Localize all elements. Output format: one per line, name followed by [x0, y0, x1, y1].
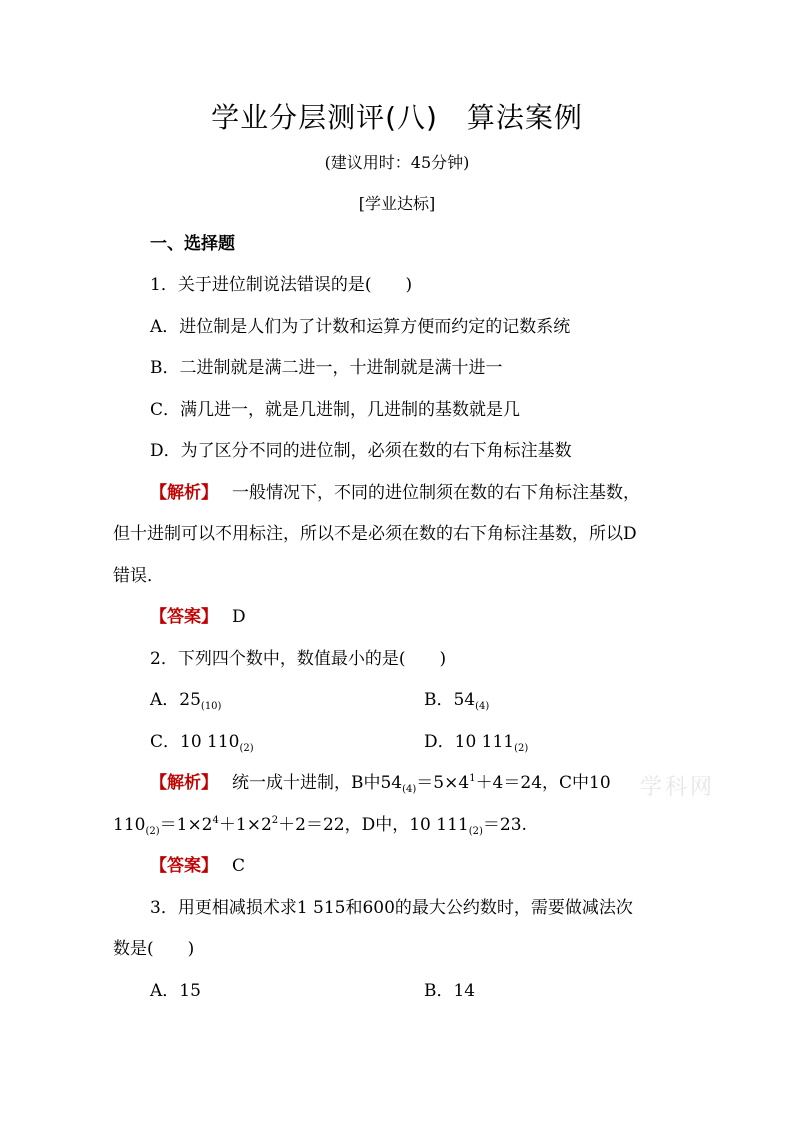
- q3-option-b: B．14: [424, 981, 476, 1001]
- q2-analysis-sup: 2: [271, 815, 279, 826]
- q2-stem: 2．下列四个数中，数值最小的是( ): [150, 649, 447, 669]
- q2-analysis-sup: 1: [469, 773, 476, 784]
- q2-analysis-sup: 4: [212, 815, 219, 826]
- q3-stem-line-2: 数是( ): [113, 939, 195, 959]
- q2-analysis-text: 110: [113, 815, 146, 835]
- q2-option-b-text: B．54: [424, 690, 476, 710]
- q1-analysis-line-1: [150, 482, 640, 504]
- q3-option-a: A．15: [150, 981, 201, 1001]
- q1-option-d: D．为了区分不同的进位制，必须在数的右下角标注基数: [150, 441, 572, 461]
- q2-analysis-sub: (2): [145, 826, 160, 837]
- q2-analysis-line-1: [150, 772, 611, 794]
- q2-analysis-sub: (4): [402, 784, 417, 795]
- q2-option-d-base: (2): [514, 743, 529, 754]
- level-heading: [学业达标]: [358, 194, 436, 213]
- q1-analysis-line-2: 但十进制可以不用标注，所以不是必须在数的右下角标注基数，所以D: [113, 524, 637, 544]
- analysis-label: 【解析】: [150, 483, 218, 503]
- q2-analysis-text: ＝5×4: [416, 773, 470, 793]
- answer-label: 【答案】: [150, 607, 218, 627]
- watermark: 学科网: [640, 775, 716, 800]
- q2-analysis-text: ＝23.: [482, 815, 527, 835]
- q2-option-a-base: (10): [200, 701, 222, 712]
- q2-option-b: [424, 689, 489, 711]
- q1-analysis-line-3: 错误．: [113, 566, 164, 586]
- q2-option-d: [424, 731, 528, 753]
- q2-option-d-text: D．10 111: [424, 732, 515, 752]
- section-heading: 一、选择题: [150, 234, 235, 254]
- q2-option-c-base: (2): [239, 743, 254, 754]
- q2-analysis-text: ＝1×2: [159, 815, 213, 835]
- q1-answer: [150, 606, 246, 628]
- page-title: 学业分层测评(八) 算法案例: [211, 101, 583, 134]
- q1-option-b: B．二进制就是满二进一，十进制就是满十进一: [150, 358, 503, 378]
- q1-option-a: A．进位制是人们为了计数和运算方便而约定的记数系统: [150, 317, 571, 337]
- answer-label: 【答案】: [150, 856, 218, 876]
- time-note: (建议用时：45分钟): [324, 153, 470, 172]
- q1-option-c: C．满几进一，就是几进制，几进制的基数就是几: [150, 400, 521, 420]
- q2-analysis-text: ＋4＝24，C中10: [475, 773, 611, 793]
- q2-analysis-sub: (2): [468, 826, 483, 837]
- q2-analysis-text: ＋1×2: [218, 815, 272, 835]
- q2-option-a: [150, 689, 221, 711]
- q2-answer: [150, 855, 245, 877]
- q2-option-c-text: C．10 110: [150, 732, 240, 752]
- q1-answer-value: D: [232, 607, 246, 627]
- analysis-label: 【解析】: [150, 773, 218, 793]
- q3-stem-line-1: 3．用更相减损术求1 515和600的最大公约数时，需要做减法次: [150, 898, 633, 918]
- q2-option-a-text: A．25: [150, 690, 201, 710]
- q2-answer-value: C: [232, 856, 246, 876]
- q1-stem: 1．关于进位制说法错误的是( ): [150, 275, 413, 295]
- q2-option-c: [150, 731, 254, 753]
- q2-analysis-line-2: [113, 814, 527, 836]
- q2-option-b-base: (4): [475, 701, 490, 712]
- q2-analysis-text: 统一成十进制，B中54: [232, 773, 403, 793]
- q1-analysis-text-1: 一般情况下，不同的进位制须在数的右下角标注基数，: [232, 483, 640, 503]
- q2-analysis-text: ＋2＝22，D中，10 111: [278, 815, 469, 835]
